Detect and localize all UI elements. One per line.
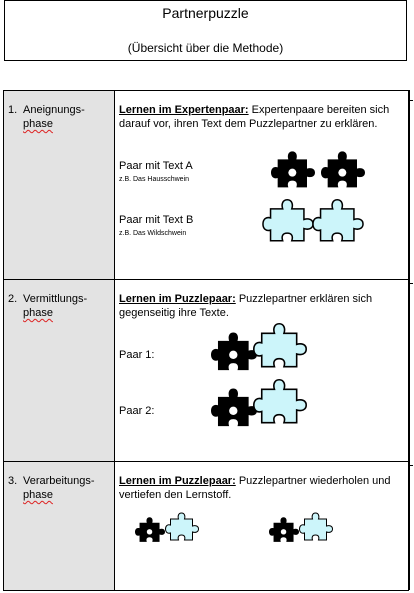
margin-tick xyxy=(409,465,413,466)
phase-label xyxy=(8,103,85,131)
phase-heading: Lernen im Puzzlepaar: xyxy=(119,293,236,305)
pair-label: Paar mit Text A xyxy=(119,160,193,172)
phase-name: Vermittlungs- xyxy=(23,293,88,305)
right-margin-line xyxy=(409,90,410,590)
puzzle-piece-light-icon xyxy=(253,378,307,426)
puzzle-piece-light-icon xyxy=(311,199,365,243)
phase-row-3 xyxy=(4,462,409,591)
phase-cell xyxy=(4,462,115,591)
page-title: Partnerpuzzle xyxy=(162,5,249,21)
phase-number: 2. xyxy=(8,293,18,305)
puzzle-piece-light-icon xyxy=(299,510,333,544)
phase-cell xyxy=(4,91,115,280)
phase-label xyxy=(8,474,95,502)
puzzle-piece-black-icon xyxy=(321,151,365,189)
margin-tick xyxy=(409,100,413,101)
margin-tick xyxy=(409,283,413,284)
phase-number: 1. xyxy=(8,104,18,116)
phase-name-cont: phase xyxy=(23,118,53,130)
puzzle-piece-black-icon xyxy=(269,516,299,544)
phase-name: Aneignungs- xyxy=(23,104,85,116)
phase-description xyxy=(119,103,405,131)
puzzle-piece-light-icon xyxy=(253,322,307,370)
phase-row-2 xyxy=(4,280,409,462)
phase-text: Expertenpaare bereiten sich darauf vor, ihren Text dem Puzzlepartner zu erklären. xyxy=(119,104,390,130)
pair-label: Paar mit Text B xyxy=(119,214,194,226)
title-box xyxy=(4,0,407,61)
puzzle-piece-black-icon xyxy=(211,388,257,428)
phase-heading: Lernen im Expertenpaar: xyxy=(119,104,249,116)
puzzle-piece-black-icon xyxy=(271,151,315,189)
phase-description xyxy=(119,474,405,502)
phase-content xyxy=(115,91,409,280)
phase-content xyxy=(115,462,409,591)
method-table xyxy=(3,90,409,591)
phase-text: Puzzlepartner wiederholen und vertiefen den Lernstoff. xyxy=(119,475,391,501)
phase-row-1 xyxy=(4,91,409,280)
pair-example: z.B. Das Wildschwein xyxy=(119,230,187,237)
phase-description xyxy=(119,292,405,320)
puzzle-piece-light-icon xyxy=(261,199,315,243)
phase-name-cont: phase xyxy=(23,489,53,501)
pair-label: Paar 1: xyxy=(119,349,155,361)
phase-name-cont: phase xyxy=(23,307,53,319)
phase-label xyxy=(8,292,87,320)
phase-name: Verarbeitungs- xyxy=(23,475,95,487)
pair-example: z.B. Das Hausschwein xyxy=(119,176,190,183)
phase-content xyxy=(115,280,409,462)
pair-label: Paar 2: xyxy=(119,405,155,417)
phase-heading: Lernen im Puzzlepaar: xyxy=(119,475,236,487)
phase-text: Puzzlepartner erklären sich gegenseitig ihre Texte. xyxy=(119,293,373,319)
puzzle-piece-light-icon xyxy=(165,510,199,544)
puzzle-piece-black-icon xyxy=(211,332,257,372)
phase-number: 3. xyxy=(8,475,18,487)
page-subtitle: (Übersicht über die Methode) xyxy=(127,41,284,55)
phase-cell xyxy=(4,280,115,462)
puzzle-piece-black-icon xyxy=(135,516,165,544)
